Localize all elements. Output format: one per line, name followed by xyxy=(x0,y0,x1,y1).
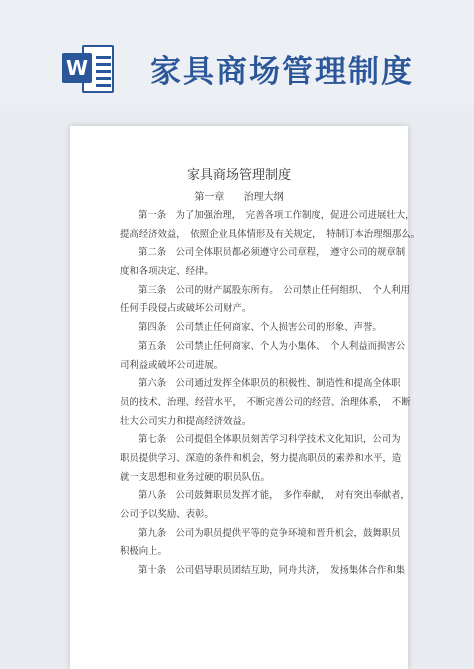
body-line: 度和各项决定、经律。 xyxy=(120,266,214,278)
body-line: 积极向上。 xyxy=(120,546,167,558)
body-line: 第四条 公司禁止任何商家、个人损害公司的形象、声誉。 xyxy=(138,322,382,334)
document-title: 家具商场管理制度 xyxy=(186,168,291,183)
body-line: 公司予以奖励、表彰。 xyxy=(120,509,214,520)
body-line: 提高经济效益， 依照企业具体情形及有关规定， 特制订本治理细那么。 xyxy=(120,228,420,240)
body-line: 第六条 公司通过发挥全体职员的积极性、制造性和提高全体职 xyxy=(138,378,401,390)
body-line: 第七条 公司提倡全体职员刻苦学习科学技术文化知识，公司为 xyxy=(138,434,401,446)
document-body xyxy=(120,207,420,581)
body-line: 壮大公司实力和提高经济效益。 xyxy=(120,415,252,427)
chapter-heading: 第一章 治理大纲 xyxy=(194,192,284,203)
body-line: 第八条 公司鼓舞职员发挥才能， 多作奉献， 对有突出奉献者， xyxy=(138,490,410,502)
body-line: 任何手段侵占或破坏公司财产。 xyxy=(120,303,252,315)
banner-title: 家具商场管理制度 xyxy=(150,54,414,90)
body-line: 就一支思想和业务过硬的职员队伍。 xyxy=(120,471,271,483)
word-icon-badge: W xyxy=(62,53,92,83)
word-icon xyxy=(62,42,118,98)
body-line: 第九条 公司为职员提供平等的竞争环境和晋升机会，鼓舞职员 xyxy=(138,527,401,539)
body-line: 员的技术、治理、经营水平， 不断完善公司的经营、治理体系， 不断 xyxy=(120,396,411,408)
document-page xyxy=(70,126,420,669)
body-line: 第十条 公司倡导职员团结互助，同舟共济， 发扬集体合作和集 xyxy=(138,565,406,577)
body-line: 第一条 为了加强治理， 完善各项工作制度，促进公司进展壮大， xyxy=(138,210,415,221)
body-line: 第二条 公司全体职员都必须遵守公司章程， 遵守公司的规章制 xyxy=(138,247,406,259)
body-line: 职员提供学习、深造的条件和机会，努力提高职员的素养和水平，造 xyxy=(120,452,402,464)
body-line: 第五条 公司禁止任何商家、个人为小集体、 个人利益而损害公 xyxy=(138,340,406,352)
banner xyxy=(0,0,474,105)
body-line: 第三条 公司的财产属股东所有。 公司禁止任何组织、 个人利用 xyxy=(138,284,410,296)
body-line: 司利益或破坏公司进展。 xyxy=(120,359,224,371)
